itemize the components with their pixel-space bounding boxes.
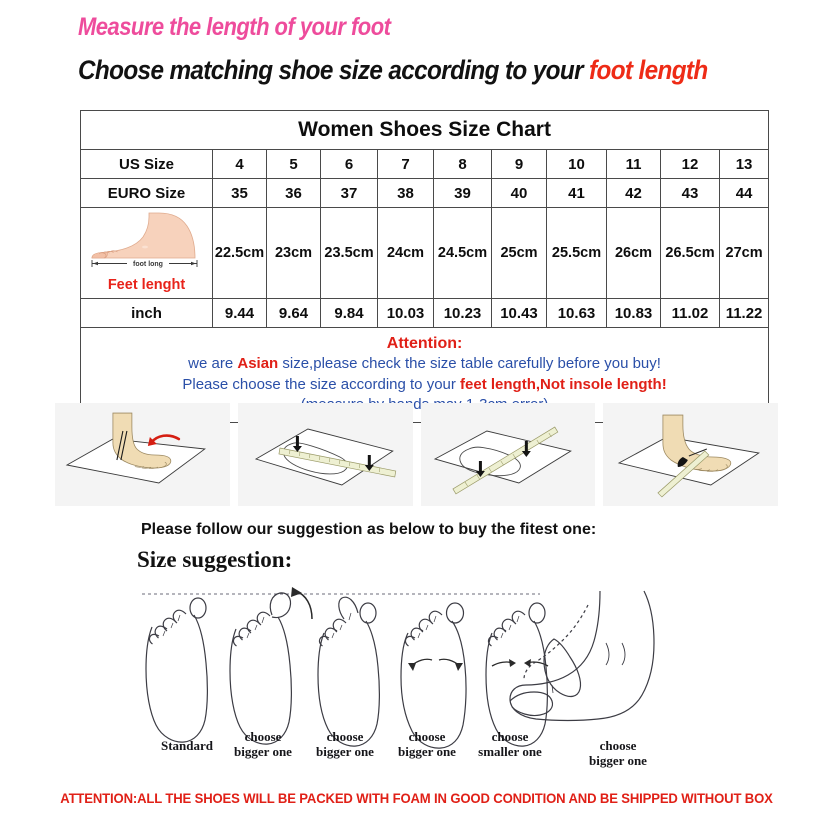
table-row-euro [81, 179, 769, 208]
caption-line-1: choose [326, 729, 364, 744]
euro-size-cell: 43 [661, 179, 720, 208]
us-size-cell: 10 [547, 150, 607, 179]
foot-caption-narrow-forefoot [460, 729, 560, 760]
caption-line-1: choose [491, 729, 529, 744]
cm-value-cell: 26.5cm [661, 208, 720, 299]
table-row-cm [81, 208, 769, 299]
caption-line-1: choose [408, 729, 446, 744]
foot-caption-long-second-toe [300, 729, 390, 760]
us-size-cell: 13 [720, 150, 769, 179]
euro-size-cell: 44 [720, 179, 769, 208]
row-label-us: US Size [81, 150, 213, 179]
cm-value-cell: 25cm [492, 208, 547, 299]
step-panel-measure-outline-diagonal [421, 403, 596, 506]
mark-foot-with-pen-illustration [603, 403, 778, 506]
caption-line-1: Standard [160, 738, 214, 753]
size-suggestion-title: Size suggestion: [137, 547, 293, 572]
foot-caption-high-instep [568, 738, 668, 769]
measurement-steps-strip [55, 403, 778, 506]
attention-line-1a: we are [188, 355, 238, 373]
foot-outline-wide-forefoot [401, 603, 466, 748]
us-size-cell: 6 [321, 150, 378, 179]
us-size-cell: 7 [378, 150, 434, 179]
bottom-attention-note: ATTENTION:ALL THE SHOES WILL BE PACKED WITH FOAM IN GOOD CONDITION AND BE SHIPPED WITHOUT BOX [60, 791, 773, 806]
caption-line-2: bigger one [234, 744, 292, 760]
inch-value-cell: 9.84 [321, 299, 378, 328]
foot-shape-suggestion-diagrams [120, 583, 720, 773]
caption-line-2: bigger one [316, 744, 374, 760]
foot-long-caption: foot long [133, 261, 163, 268]
euro-size-cell: 38 [378, 179, 434, 208]
foot-caption-long-big-toe [218, 729, 308, 760]
euro-size-cell: 37 [321, 179, 378, 208]
row-label-euro: EURO Size [81, 179, 213, 208]
foot-side-view-icon [87, 211, 207, 269]
cm-value-cell: 26cm [607, 208, 661, 299]
euro-size-cell: 40 [492, 179, 547, 208]
inch-value-cell: 10.43 [492, 299, 547, 328]
foot-caption-wide-forefoot [382, 729, 472, 760]
attention-line-1c: size,please check the size table carefully before you buy! [278, 355, 661, 373]
attention-line-1 [85, 354, 764, 374]
table-row-inch [81, 299, 769, 328]
us-size-cell: 4 [213, 150, 267, 179]
arrow-head [291, 587, 302, 597]
euro-size-cell: 35 [213, 179, 267, 208]
inch-value-cell: 10.23 [434, 299, 492, 328]
inch-value-cell: 9.44 [213, 299, 267, 328]
inch-value-cell: 10.03 [378, 299, 434, 328]
attention-line-2-highlight: feet length,Not insole length! [460, 375, 667, 393]
cm-value-cell: 24.5cm [434, 208, 492, 299]
foot-outline-narrow-forefoot [486, 603, 547, 746]
us-size-cell: 9 [492, 150, 547, 179]
page-title-main [78, 56, 758, 84]
euro-size-cell: 41 [547, 179, 607, 208]
caption-line-1: choose [244, 729, 282, 744]
cm-value-cell: 24cm [378, 208, 434, 299]
arrow-up-curve [296, 591, 312, 619]
page-header [0, 0, 833, 85]
us-size-cell: 12 [661, 150, 720, 179]
euro-size-cell: 39 [434, 179, 492, 208]
page-title-main-text: Choose matching shoe size according to your [78, 55, 590, 86]
caption-line-2: bigger one [589, 753, 647, 769]
cm-value-cell: 25.5cm [547, 208, 607, 299]
us-size-cell: 8 [434, 150, 492, 179]
step-panel-mark-foot-with-pen [603, 403, 778, 506]
chart-title: Women Shoes Size Chart [81, 111, 769, 150]
us-size-cell: 11 [607, 150, 661, 179]
us-size-cell: 5 [267, 150, 321, 179]
feet-length-label-cell [81, 208, 213, 299]
page-title-main-accent: foot length [589, 55, 708, 86]
trace-outline-ruler-illustration [238, 403, 413, 506]
size-chart-container [80, 110, 763, 423]
foot-outline-long-big-toe [230, 593, 291, 744]
cm-value-cell: 27cm [720, 208, 769, 299]
inch-value-cell: 10.83 [607, 299, 661, 328]
inch-value-cell: 11.22 [720, 299, 769, 328]
foot-on-paper-illustration [55, 403, 230, 506]
foot-outline-standard [146, 598, 207, 742]
foot-outline-high-instep-side [510, 591, 654, 721]
inch-value-cell: 11.02 [661, 299, 720, 328]
page-title-pink: Measure the length of your foot [78, 13, 391, 41]
inch-value-cell: 10.63 [547, 299, 607, 328]
attention-heading: Attention: [386, 335, 463, 352]
caption-line-1: choose [599, 738, 637, 753]
cm-value-cell: 23.5cm [321, 208, 378, 299]
caption-line-2: bigger one [398, 744, 456, 760]
attention-line-2 [85, 375, 764, 395]
attention-asian-word: Asian [237, 355, 279, 373]
table-row-us [81, 150, 769, 179]
euro-size-cell: 42 [607, 179, 661, 208]
inch-value-cell: 9.64 [267, 299, 321, 328]
attention-line-2a: Please choose the size according to your [182, 375, 461, 393]
feet-length-label: Feet lenght [107, 277, 186, 293]
caption-line-2: smaller one [478, 744, 542, 760]
row-label-inch: inch [81, 299, 213, 328]
euro-size-cell: 36 [267, 179, 321, 208]
step-panel-trace-outline-ruler [238, 403, 413, 506]
suggestion-lead-text: Please follow our suggestion as below to buy the fitest one: [141, 521, 597, 538]
size-chart-table [80, 110, 769, 423]
step-panel-place-foot-on-paper [55, 403, 230, 506]
foot-outline-long-second-toe [318, 597, 379, 746]
cm-value-cell: 22.5cm [213, 208, 267, 299]
cm-value-cell: 23cm [267, 208, 321, 299]
measure-outline-diagonal-illustration [421, 403, 596, 506]
table-row-title [81, 111, 769, 150]
